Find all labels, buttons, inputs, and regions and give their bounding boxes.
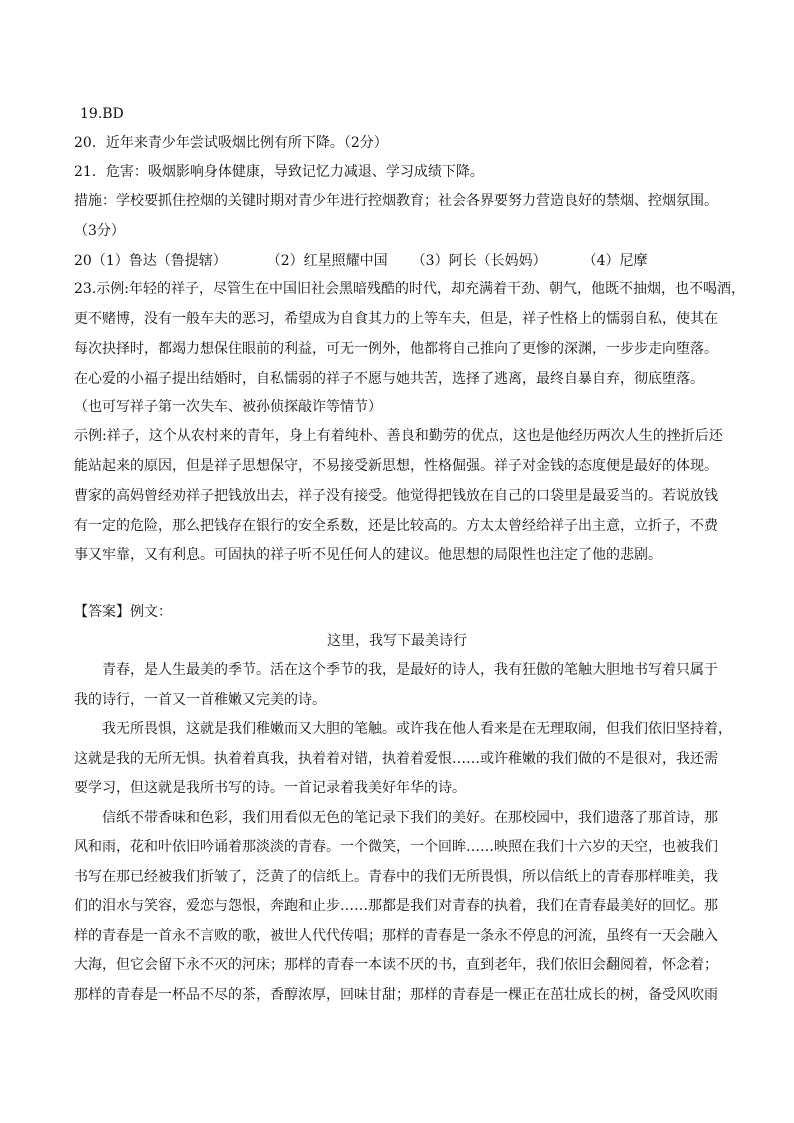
answer-21-score: （3分）	[74, 223, 125, 239]
answer-23b-line: 示例:祥子，这个从农村来的青年，身上有着纯朴、善良和勤劳的优点，这也是他经历两次人生的挫折后还	[74, 428, 723, 444]
essay-line: 信纸不带香味和色彩，我们用看似无色的笔记录下我们的美好。在那校园中，我们遗落了那首诗，那	[102, 810, 718, 826]
essay-line: 要学习，但这就是我所书写的诗。一首记录着我美好年华的诗。	[74, 780, 466, 796]
answer-23-line: 更不赌博，没有一般车夫的恶习，希望成为自食其力的上等车夫，但是，祥子性格上的懦弱自私，使其在	[74, 311, 718, 327]
answer-23-line: 在心爱的小福子提出结婚时，自私懦弱的祥子不愿与她共苦，选择了逃离，最终自暴自弃，彻底堕落。	[74, 371, 704, 387]
answer-22-item: （3）阿长（长妈妈）	[411, 253, 547, 269]
essay-title: 这里，我写下最美诗行	[327, 633, 467, 649]
answer-21-harm: 21．危害：吸烟影响身体健康，导致记忆力减退、学习成绩下降。	[74, 164, 484, 180]
essay-line: 我的诗行，一首又一首稚嫩又完美的诗。	[74, 692, 326, 708]
essay-line: 样的青春是一首永不言败的歌，被世人代代传唱；那样的青春是一条永不停息的河流，虽终有一天会融入	[74, 928, 718, 944]
answer-23b-line: 曹家的高妈曾经劝祥子把钱放出去，祥子没有接受。他觉得把钱放在自己的口袋里是最妥当的。若说放钱	[74, 488, 718, 504]
essay-line: 书写在那已经被我们折皱了，泛黄了的信纸上。青春中的我们无所畏惧，所以信纸上的青春那样唯美，我	[74, 869, 718, 885]
answer-23b-line: 能站起来的原因，但是祥子思想保守，不易接受新思想，性格倔强。祥子对金钱的态度便是最好的体现。	[74, 458, 718, 474]
essay-line: 风和雨，花和叶依旧吟诵着那淡淡的青春。一个微笑，一个回眸……映照在我们十六岁的天空，也被我们	[74, 839, 718, 855]
answer-20: 20．近年来青少年尝试吸烟比例有所下降。（2分）	[74, 135, 388, 151]
answer-23-line: 每次抉择时，都竭力想保住眼前的利益，可无一例外，他都将自己推向了更惨的深渊，一步步走向堕落。	[74, 341, 718, 357]
essay-line: 青春，是人生最美的季节。活在这个季节的我，是最好的诗人，我有狂傲的笔触大胆地书写着只属于	[102, 662, 718, 678]
essay-line: 大海，但它会留下永不灭的河床；那样的青春一本读不厌的书，直到老年，我们依旧会翻阅着，怀念着；	[74, 957, 718, 973]
answer-23-note: （也可写祥子第一次失车、被孙侦探敲诈等情节）	[74, 399, 382, 415]
answer-22-prefix: 20（1）	[74, 253, 129, 269]
answer-23-line: 23.示例:年轻的祥子，尽管生在中国旧社会黑暗残酷的时代，却充满着干劲、朝气，他既不抽烟，也不喝酒，	[74, 281, 745, 297]
answer-22-item: （2）红星照耀中国	[266, 253, 388, 269]
essay-answer-label: 【答案】例文：	[74, 604, 172, 620]
answer-21-measure: 措施：学校要抓住控烟的关键时期对青少年进行控烟教育；社会各界要努力营造良好的禁烟、控烟氛围。	[74, 193, 718, 209]
answer-23b-line: 事又牢靠，又有利息。可固执的祥子听不见任何人的建议。他思想的局限性也注定了他的悲剧。	[74, 547, 662, 563]
answer-22	[74, 251, 734, 271]
answer-22-item: （4）尼摩	[582, 253, 648, 269]
answer-23b-line: 有一定的危险，那么把钱存在银行的安全系数，还是比较高的。方太太曾经给祥子出主意，立折子，不费	[74, 518, 718, 534]
essay-line: 我无所畏惧，这就是我们稚嫩而又大胆的笔触。或许我在他人看来是在无理取闹，但我们依旧坚持着，	[102, 721, 732, 737]
essay-line: 那样的青春是一杯品不尽的茶，香醇浓厚，回味甘甜；那样的青春是一棵正在茁壮成长的树，备受风吹雨	[74, 987, 718, 1003]
essay-line: 们的泪水与笑容，爱恋与怨恨，奔跑和止步……那都是我们对青春的执着，我们在青春最美好的回忆。那	[74, 898, 718, 914]
answer-22-item: 鲁达（鲁提辖）	[128, 253, 227, 269]
answer-19: 19.BD	[80, 106, 124, 122]
essay-line: 这就是我的无所无惧。执着着真我，执着着对错，执着着爱恨……或许稚嫩的我们做的不是很对，我还需	[74, 751, 718, 767]
